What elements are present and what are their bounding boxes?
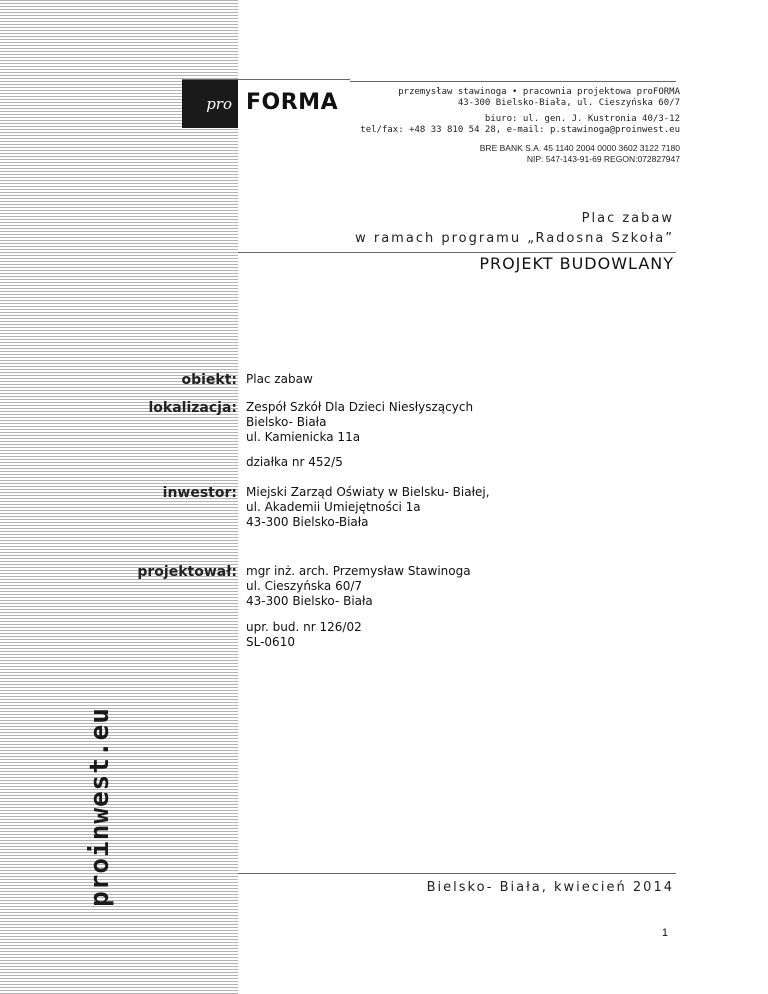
office-address: biuro: ul. gen. J. Kustronia 40/3-12 [484,114,680,124]
obiekt-label: obiekt: [181,372,237,388]
place-and-date: Bielsko- Biała, kwiecień 2014 [426,880,674,895]
proinwest-vertical-logo [80,700,120,914]
logo-forma-text: FORMA [246,90,339,115]
project-type: PROJEKT BUDOWLANY [479,254,674,273]
inwestor-label: inwestor: [162,485,237,501]
uprawnienia-value: upr. bud. nr 126/02 SL-0610 [246,620,362,649]
obiekt-value: Plac zabaw [246,372,313,386]
inwestor-value: Miejski Zarząd Oświaty w Bielsku- Białej, ul. Akademii Umiejętności 1a 43-300 Bielsko-Biała [246,485,490,529]
page-number: 1 [661,927,668,939]
lokalizacja-label: lokalizacja: [148,400,237,416]
lokalizacja-value: Zespół Szkół Dla Dzieci Niesłyszących Bielsko- Biała ul. Kamienicka 11a [246,400,474,444]
company-line-1: przemysław stawinoga • pracownia projektowa proFORMA [398,87,680,97]
projektowal-label: projektował: [137,564,237,580]
title-rule [238,252,676,253]
logo-pro-text: pro [206,95,232,113]
projektowal-value: mgr inż. arch. Przemysław Stawinoga ul. Cieszyńska 60/7 43-300 Bielsko- Biała [246,564,471,608]
contact-line: tel/fax: +48 33 810 54 28, e-mail: p.stawinoga@proinwest.eu [360,125,680,135]
footer-rule [238,873,676,874]
proforma-logo-badge [182,80,238,128]
proinwest-logo-text: proinwest.eu [85,707,115,907]
title-line-2: w ramach programu „Radosna Szkoła” [355,231,674,246]
bank-account: BRE BANK S.A. 45 1140 2004 0000 3602 3122 7180 [479,143,680,153]
dzialka-value: działka nr 452/5 [246,455,343,469]
nip-regon: NIP: 547-143-91-69 REGON:072827947 [526,154,680,164]
company-line-2: 43-300 Bielsko-Biała, ul. Cieszyńska 60/7 [457,98,680,108]
title-line-1: Plac zabaw [581,211,674,226]
header-rule-right [350,81,676,82]
